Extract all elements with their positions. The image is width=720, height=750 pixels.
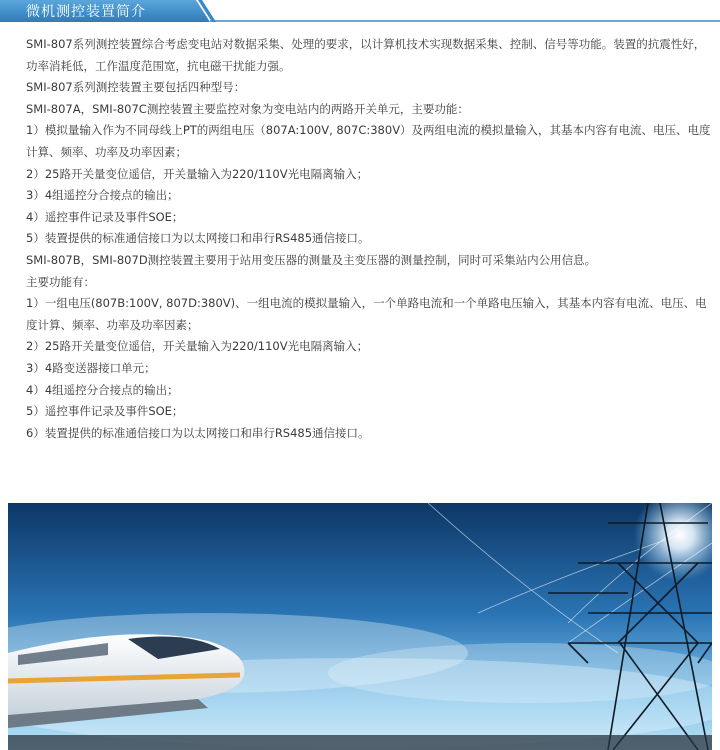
paragraph: SMI-807系列测控装置主要包括四种型号： [26, 80, 246, 95]
intro-text-block [26, 34, 716, 444]
banner-image [8, 503, 712, 750]
paragraph: SMI-807系列测控装置综合考虑变电站对数据采集、处理的要求，以计算机技术实现数据采集、控制、信号等功能。装置的抗震性好，功率消耗低，工作温度范围宽，抗电磁干扰能力强。 [26, 37, 706, 73]
list-item: 1）模拟量输入作为不同母线上PT的两组电压（807A:100V, 807C:380V）及两组电流的模拟量输入，其基本内容有电流、电压、电度计算、频率、功率及功率因素； [26, 123, 711, 159]
list-item: 5）遥控事件记录及事件SOE； [26, 404, 184, 419]
list-item: 5）装置提供的标准通信接口为以太网接口和串行RS485通信接口。 [26, 231, 370, 246]
list-item: 3）4路变送器接口单元； [26, 360, 156, 375]
list-item: 4）遥控事件记录及事件SOE； [26, 209, 184, 224]
section-header-bar [0, 0, 720, 22]
track-ground [8, 735, 712, 750]
section-title: 微机测控装置简介 [26, 4, 146, 20]
paragraph: 主要功能有： [26, 274, 95, 289]
list-item: 2）25路开关量变位遥信，开关量输入为220/110V光电隔离输入； [26, 166, 369, 181]
paragraph: SMI-807B，SMI-807D测控装置主要用于站用变压器的测量及主变压器的测量控制，同时可采集站内公用信息。 [26, 252, 597, 267]
paragraph: SMI-807A，SMI-807C测控装置主要监控对象为变电站内的两路开关单元，主要功能： [26, 101, 469, 116]
list-item: 6）装置提供的标准通信接口为以太网接口和串行RS485通信接口。 [26, 425, 370, 440]
list-item: 4）4组遥控分合接点的输出； [26, 382, 179, 397]
list-item: 3）4组遥控分合接点的输出； [26, 188, 179, 203]
list-item: 2）25路开关量变位遥信，开关量输入为220/110V光电隔离输入； [26, 339, 369, 354]
list-item: 1）一组电压(807B:100V, 807D:380V)、一组电流的模拟量输入，一个单路电流和一个单路电压输入，其基本内容有电流、电压、电度计算、频率、功率及功率因素； [26, 296, 707, 332]
